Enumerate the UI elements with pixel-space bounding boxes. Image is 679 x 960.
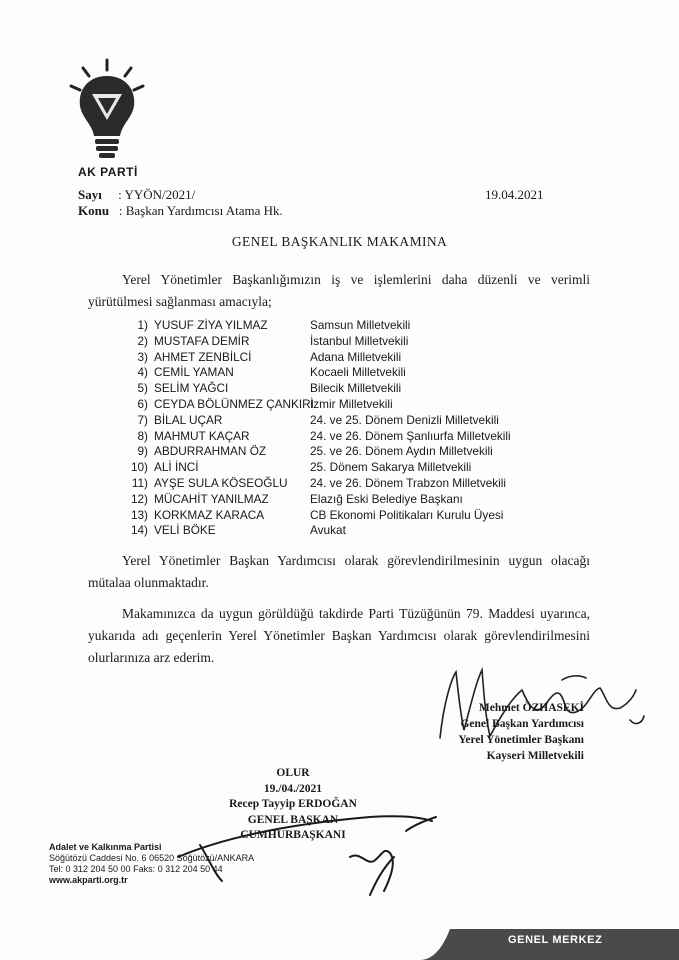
konu-label: Konu	[78, 203, 110, 218]
approval-olur: OLUR	[276, 767, 310, 779]
list-item	[118, 492, 578, 508]
list-item	[118, 429, 578, 445]
list-item	[118, 508, 578, 524]
list-item-title: 25. ve 26. Dönem Aydın Milletvekili	[310, 444, 493, 459]
list-item-title: İzmir Milletvekili	[310, 396, 393, 411]
list-item-number: 10)	[130, 460, 148, 475]
list-item-title: 24. ve 25. Dönem Denizli Milletvekili	[310, 412, 499, 427]
list-item-number: 1)	[137, 318, 148, 332]
sayi-value: : YYÖN/2021/	[118, 187, 196, 202]
list-item-title: 24. ve 26. Dönem Trabzon Milletvekili	[310, 475, 507, 490]
address-web: www.akparti.org.tr	[49, 875, 128, 885]
sayi-row	[78, 187, 195, 203]
paragraph-request: Makamınızca da uygun görüldüğü takdirde Parti Tüzüğünün 79. Maddesi uyarınca, yukarıda adı geçenlerin Yerel Yönetimler Başkan Yardımcısı olarak görevlendirilmesini olurlarınıza arz ederim.	[88, 606, 590, 665]
approval-title2: CUMHURBAŞKANI	[240, 829, 346, 841]
list-item	[118, 350, 578, 366]
list-item	[118, 381, 578, 397]
ak-parti-lightbulb-logo	[68, 58, 146, 168]
list-item-title: 25. Dönem Sakarya Milletvekili	[310, 460, 472, 475]
list-item-name: BİLAL UÇAR	[154, 412, 223, 427]
konu-value: : Başkan Yardımcısı Atama Hk.	[118, 203, 283, 218]
signatory-line2: Yerel Yönetimler Başkanı	[458, 734, 584, 746]
list-item-title: Elazığ Eski Belediye Başkanı	[310, 491, 463, 506]
paragraph-opinion: Yerel Yönetimler Başkan Yardımcısı olarak görevlendirilmesinin uygun olacağı mütalaa olunmaktadır.	[88, 553, 590, 590]
list-item-name: MÜCAHİT YANILMAZ	[154, 491, 269, 506]
signatory-name: Mehmet ÖZHASEKİ	[478, 702, 584, 714]
footer-label: GENEL MERKEZ	[508, 934, 603, 946]
list-item-title: Samsun Milletvekili	[310, 318, 411, 332]
intro-paragraph: Yerel Yönetimler Başkanlığımızın iş ve işlemlerini daha düzenli ve verimli yürütülmesi sağlanması amacıyla;	[88, 272, 590, 309]
sayi-label: Sayı	[78, 187, 102, 202]
list-item-title: Adana Milletvekili	[310, 349, 402, 364]
signatory-block	[420, 700, 584, 764]
list-item-title: Kocaeli Milletvekili	[310, 365, 406, 380]
list-item	[118, 365, 578, 381]
list-item-name: MUSTAFA DEMİR	[154, 333, 250, 348]
list-item-title: İstanbul Milletvekili	[310, 333, 409, 348]
list-item-number: 8)	[137, 428, 148, 443]
list-item	[118, 523, 578, 539]
list-item-number: 9)	[137, 444, 148, 459]
document-date: 19.04.2021	[485, 187, 544, 202]
list-item-name: MAHMUT KAÇAR	[154, 428, 250, 443]
list-item-number: 11)	[131, 475, 148, 490]
list-item-number: 5)	[137, 381, 148, 396]
list-item-number: 13)	[130, 507, 148, 522]
signatory-line3: Kayseri Milletvekili	[486, 750, 584, 762]
list-item-number: 2)	[137, 333, 148, 348]
list-item	[118, 476, 578, 492]
list-item-number: 12)	[130, 491, 148, 506]
list-item-number: 6)	[137, 396, 148, 411]
list-item	[118, 397, 578, 413]
appointee-list	[118, 318, 578, 539]
list-item-name: YUSUF ZİYA YILMAZ	[154, 318, 268, 332]
list-item	[118, 334, 578, 350]
approval-name: Recep Tayyip ERDOĞAN	[229, 798, 357, 810]
approval-title1: GENEL BAŞKAN	[247, 813, 339, 826]
list-item-title: CB Ekonomi Politikaları Kurulu Üyesi	[310, 507, 504, 522]
address-phone: Tel: 0 312 204 50 00 Faks: 0 312 204 50 44	[49, 864, 223, 874]
address-street: Söğütözü Caddesi No. 6 06520 Söğütözü/ANKARA	[49, 853, 255, 863]
list-item-name: ABDURRAHMAN ÖZ	[154, 444, 267, 459]
list-item-name: ALİ İNCİ	[154, 460, 199, 475]
list-item	[118, 413, 578, 429]
list-item-name: CEYDA BÖLÜNMEZ ÇANKIRI	[154, 396, 314, 411]
list-item-title: Avukat	[310, 523, 346, 538]
address-block	[49, 842, 254, 886]
list-item-name: CEMİL YAMAN	[154, 365, 234, 380]
list-item	[118, 444, 578, 460]
list-item-name: AYŞE SULA KÖSEOĞLU	[154, 475, 288, 490]
list-item-name: AHMET ZENBİLCİ	[154, 349, 252, 364]
list-item-title: 24. ve 26. Dönem Şanlıurfa Milletvekili	[310, 428, 511, 443]
list-item-title: Bilecik Milletvekili	[310, 381, 402, 396]
signatory-line1: Genel Başkan Yardımcısı	[460, 718, 584, 730]
list-item-number: 4)	[137, 365, 148, 380]
list-item-name: SELİM YAĞCI	[154, 381, 229, 396]
approval-date: 19./04./2021	[263, 782, 323, 795]
list-item-number: 7)	[137, 412, 148, 427]
list-item	[118, 460, 578, 476]
list-item-number: 14)	[130, 523, 148, 538]
list-item-name: VELİ BÖKE	[154, 523, 216, 538]
party-name: AK PARTİ	[78, 165, 138, 179]
konu-row	[78, 203, 283, 219]
list-item-number: 3)	[137, 349, 148, 364]
document-heading: GENEL BAŞKANLIK MAKAMINA	[231, 234, 448, 249]
list-item	[118, 318, 578, 334]
list-item-name: KORKMAZ KARACA	[154, 507, 265, 522]
address-org: Adalet ve Kalkınma Partisi	[49, 842, 162, 852]
